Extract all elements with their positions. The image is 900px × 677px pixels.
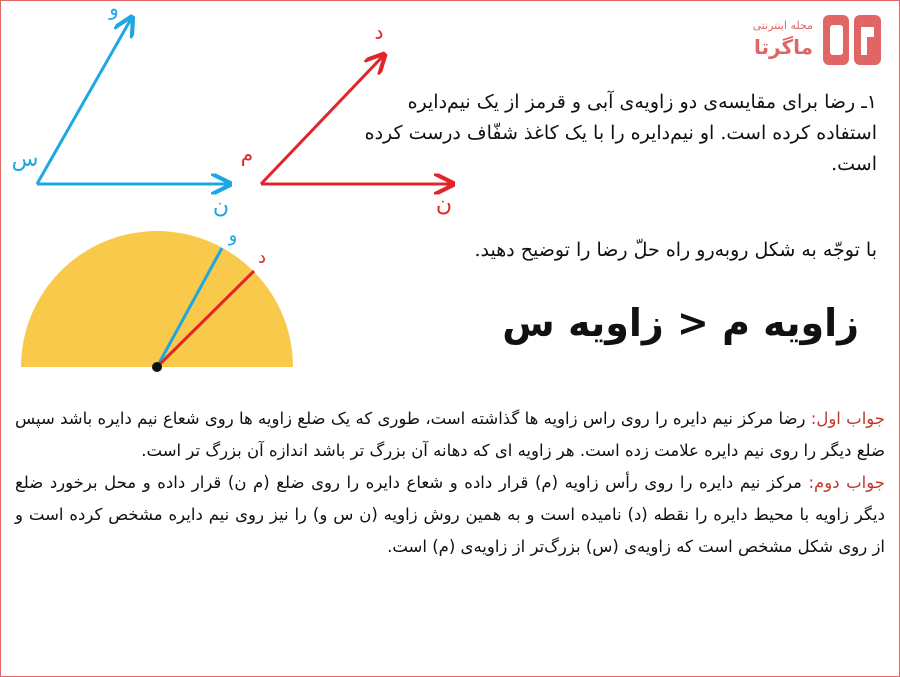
red-right-label: ن — [435, 192, 453, 217]
blue-ray-top — [37, 19, 131, 184]
red-vertex-label: م — [240, 142, 254, 166]
blue-top-label: و — [109, 1, 119, 20]
blue-angle — [12, 1, 230, 219]
logo-subtitle: مجله اینترنتی — [752, 19, 813, 32]
answer-first-text: رضا مرکز نیم دایره را روی راس زاویه ها گذاشته است، طوری که یک ضلع زاویه ها روی شعاع نیم دایره باشد سپس ضلع دیگر را روی نیم دایره علامت زده است. هر زاویه ای که دهانه آن بزرگ تر باشد اندازه آن بزرگ تر است. — [15, 409, 885, 460]
blue-vertex-label: س — [11, 147, 39, 172]
semicircle-shape — [21, 231, 293, 367]
blue-right-label: ن — [212, 194, 230, 219]
red-top-label: د — [374, 20, 384, 44]
semicircle-center-dot — [152, 362, 162, 372]
semicircle-protractor — [21, 225, 293, 372]
answer-second — [15, 467, 885, 563]
answer-first-label: جواب اول: — [810, 409, 885, 428]
answer-second-label: جواب دوم: — [808, 473, 885, 492]
problem-statement: ۱ـ رضا برای مقایسه‌ی دو زاویه‌ی آبی و قرمز از یک نیم‌دایره استفاده کرده است. او نیم‌دایره را با یک کاغذ شفّاف درست کرده است. — [364, 91, 877, 175]
answers-section — [15, 403, 885, 563]
answer-first — [15, 403, 885, 467]
semicircle-red-label: د — [257, 247, 267, 268]
logo-name: ماگرتا — [754, 35, 813, 59]
problem-instruction: با توجّه به شکل روبه‌رو راه حلّ رضا را توضیح دهید. — [474, 239, 877, 261]
semicircle-blue-label: و — [228, 225, 238, 246]
answer-second-text: مرکز نیم دایره را روی رأس زاویه (م) قرار داده و شعاع دایره را روی ضلع (م ن) قرار داده و محل برخورد ضلع دیگر زاویه با محیط دایره را نقطه (د) نامیده است و به همین روش زاویه (ن س و) را نیز روی نیم دایره مشخص کرده است و از روی شکل مشخص است که زاویه‌ی (س) بزرگ‌تر از زاویه‌ی (م) است. — [15, 473, 885, 556]
angle-comparison-answer: زاویه م < زاویه س — [502, 301, 859, 345]
